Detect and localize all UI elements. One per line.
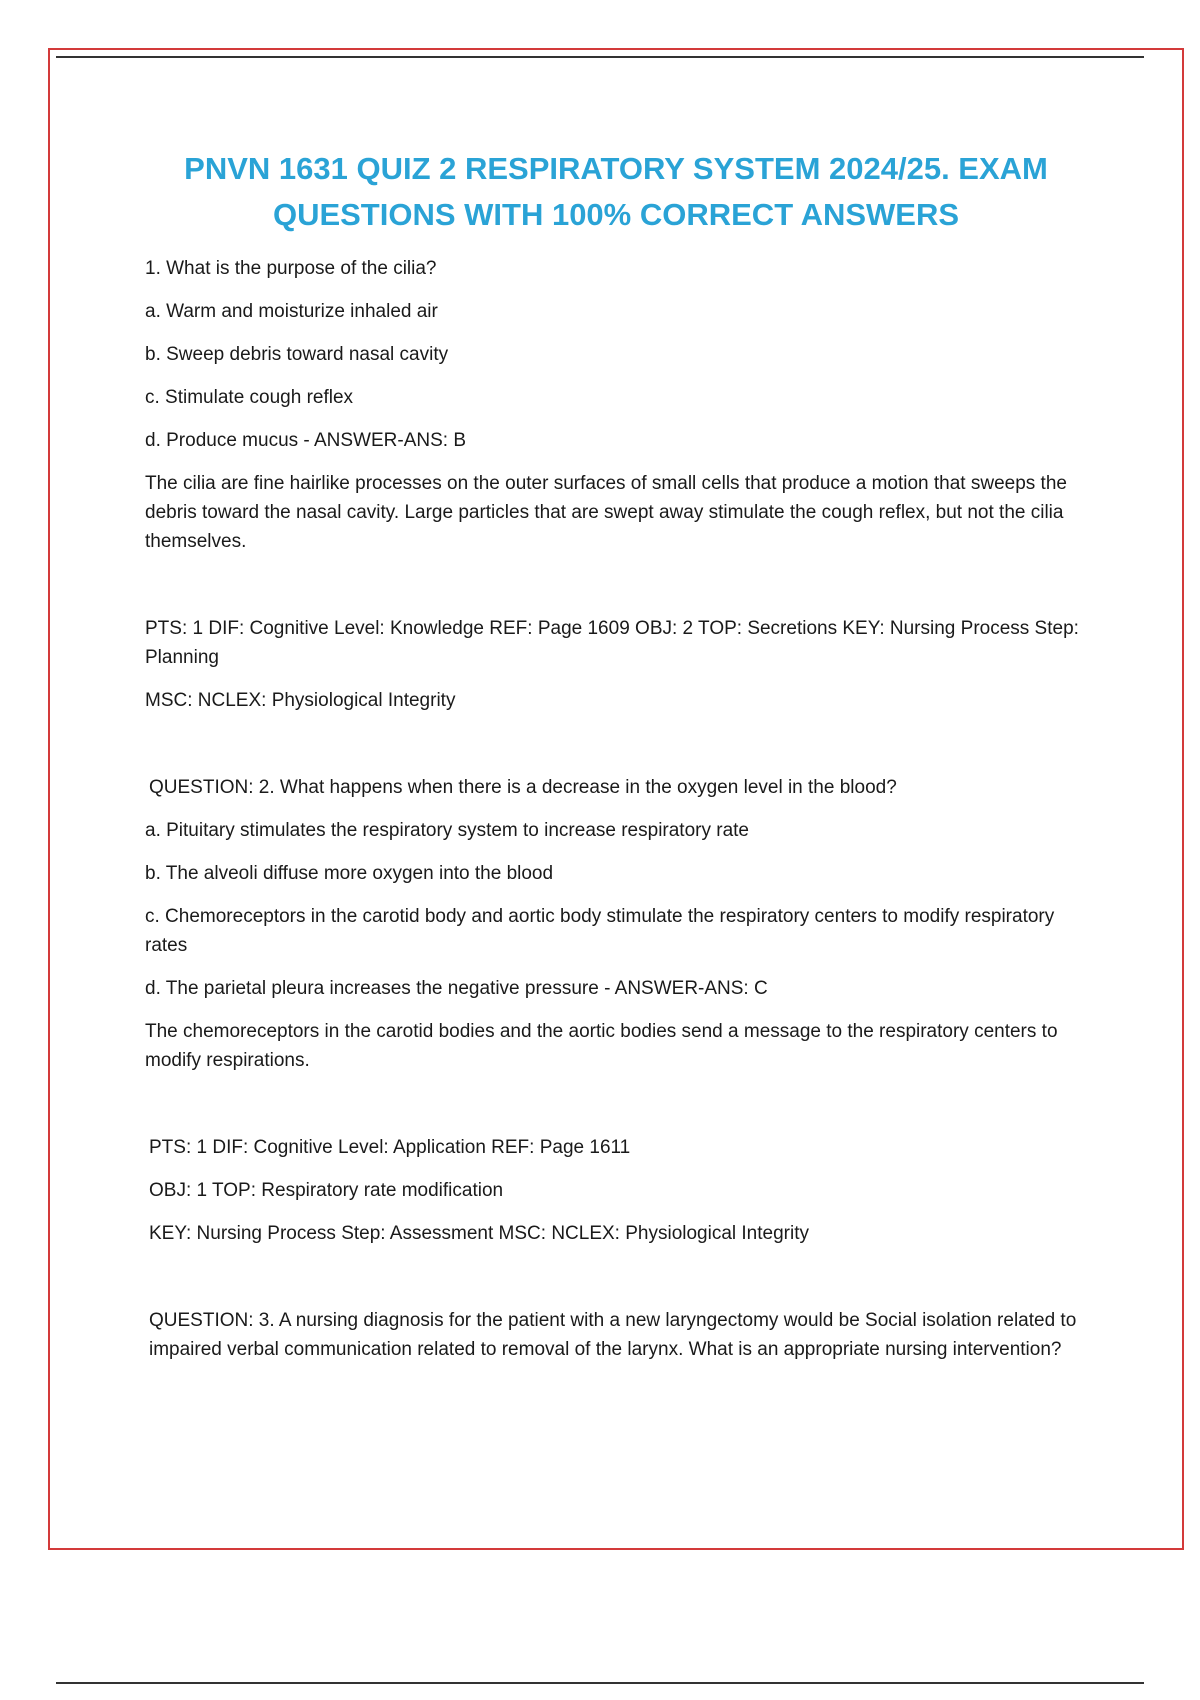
q2-question: QUESTION: 2. What happens when there is a decrease in the oxygen level in the blood? — [149, 777, 897, 798]
q1-meta-1: PTS: 1 DIF: Cognitive Level: Knowledge REF: Page 1609 OBJ: 2 TOP: Secretions KEY: Nursing Process Step: Planning — [145, 618, 1079, 668]
q1-meta-2: MSC: NCLEX: Physiological Integrity — [145, 690, 456, 711]
q2-rationale: The chemoreceptors in the carotid bodies and the aortic bodies send a message to the respiratory centers to modify respirations. — [145, 1021, 1058, 1071]
bottom-rule — [56, 1682, 1144, 1684]
q1-option-a: a. Warm and moisturize inhaled air — [145, 301, 438, 322]
document-body — [145, 254, 1090, 1364]
q2-option-d: d. The parietal pleura increases the negative pressure - ANSWER-ANS: C — [145, 978, 768, 999]
q2-meta-3: KEY: Nursing Process Step: Assessment MSC: NCLEX: Physiological Integrity — [149, 1223, 809, 1244]
document-title: PNVN 1631 QUIZ 2 RESPIRATORY SYSTEM 2024/25. EXAM QUESTIONS WITH 100% CORRECT ANSWERS — [184, 151, 1048, 232]
q3-question: QUESTION: 3. A nursing diagnosis for the patient with a new laryngectomy would be Social isolation related to impaired verbal communication related to removal of the larynx. What is an appropriate nursing intervention? — [149, 1310, 1077, 1360]
q1-question: 1. What is the purpose of the cilia? — [145, 258, 437, 279]
q2-meta-1: PTS: 1 DIF: Cognitive Level: Application REF: Page 1611 — [149, 1137, 631, 1158]
q1-option-b: b. Sweep debris toward nasal cavity — [145, 344, 449, 365]
top-rule — [56, 56, 1144, 58]
q2-option-c: c. Chemoreceptors in the carotid body and aortic body stimulate the respiratory centers to modify respiratory rates — [145, 906, 1055, 956]
q2-option-a: a. Pituitary stimulates the respiratory system to increase respiratory rate — [145, 820, 750, 841]
q1-option-d: d. Produce mucus - ANSWER-ANS: B — [145, 430, 466, 451]
q2-option-b: b. The alveoli diffuse more oxygen into the blood — [145, 863, 554, 884]
q1-rationale: The cilia are fine hairlike processes on the outer surfaces of small cells that produce a motion that sweeps the debris toward the nasal cavity. Large particles that are swept away stimulate the cough reflex, but not the cilia themselves. — [145, 473, 1067, 552]
q1-option-c: c. Stimulate cough reflex — [145, 387, 354, 408]
q2-meta-2: OBJ: 1 TOP: Respiratory rate modification — [149, 1180, 504, 1201]
